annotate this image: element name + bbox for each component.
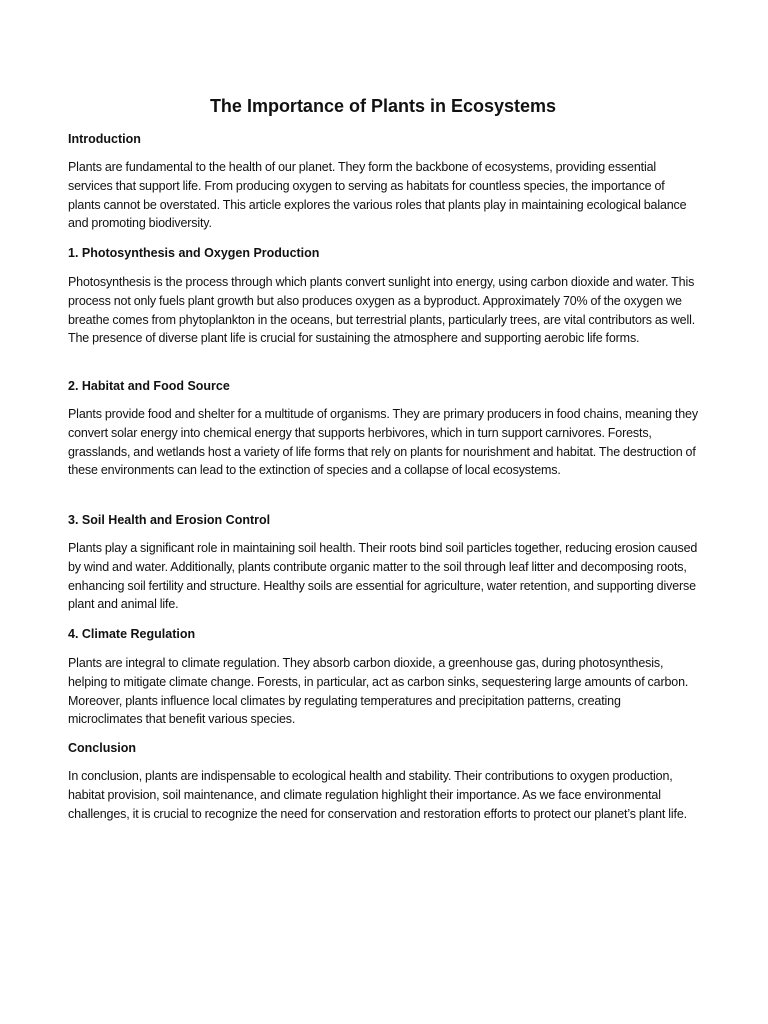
- section-paragraph-photosynthesis: Photosynthesis is the process through which plants convert sunlight into energy, using carbon dioxide and water. This process not only fuels plant growth but also produces oxygen as a byproduct. Approximately 70% of the oxygen we breathe comes from phytoplankton in the oceans, but terrestrial plants, particularly trees, are vital contributors as well. The presence of diverse plant life is crucial for sustaining the atmosphere and supporting aerobic life forms.: [68, 275, 696, 346]
- section-paragraph-climate: Plants are integral to climate regulation. They absorb carbon dioxide, a greenhouse gas, during photosynthesis, helping to mitigate climate change. Forests, in particular, act as carbon sinks, sequestering large amounts of carbon. Moreover, plants influence local climates by regulating temperatures and precipitation patterns, creating microclimates that benefit various species.: [68, 656, 689, 727]
- section-heading-habitat: 2. Habitat and Food Source: [68, 379, 230, 393]
- section-heading-introduction: Introduction: [68, 132, 141, 146]
- section-paragraph-introduction: Plants are fundamental to the health of our planet. They form the backbone of ecosystems, providing essential services that support life. From producing oxygen to serving as habitats for countless species, the importance of plants cannot be overstated. This article explores the various roles that plants play in maintaining ecological balance and promoting biodiversity.: [68, 160, 687, 231]
- section-heading-photosynthesis: 1. Photosynthesis and Oxygen Production: [68, 246, 320, 260]
- document-title: The Importance of Plants in Ecosystems: [209, 96, 557, 116]
- section-paragraph-soil-health: Plants play a significant role in maintaining soil health. Their roots bind soil particles together, reducing erosion caused by wind and water. Additionally, plants contribute organic matter to the soil through leaf litter and decomposing roots, enhancing soil fertility and structure. Healthy soils are essential for agriculture, water retention, and supporting diverse plant and animal life.: [68, 541, 698, 612]
- section-heading-conclusion: Conclusion: [68, 741, 137, 755]
- section-heading-climate: 4. Climate Regulation: [68, 627, 196, 641]
- section-heading-soil-health: 3. Soil Health and Erosion Control: [68, 513, 271, 527]
- section-paragraph-conclusion: In conclusion, plants are indispensable to ecological health and stability. Their contributions to oxygen production, habitat provision, soil maintenance, and climate regulation highlight their importance. As we face environmental challenges, it is crucial to recognize the need for conservation and restoration efforts to protect our planet’s plant life.: [68, 769, 687, 821]
- section-paragraph-habitat: Plants provide food and shelter for a multitude of organisms. They are primary producers in food chains, meaning they convert solar energy into chemical energy that supports herbivores, which in turn support carnivores. Forests, grasslands, and wetlands host a variety of life forms that rely on plants for nourishment and habitat. The destruction of these environments can lead to the extinction of species and a collapse of local ecosystems.: [68, 407, 698, 478]
